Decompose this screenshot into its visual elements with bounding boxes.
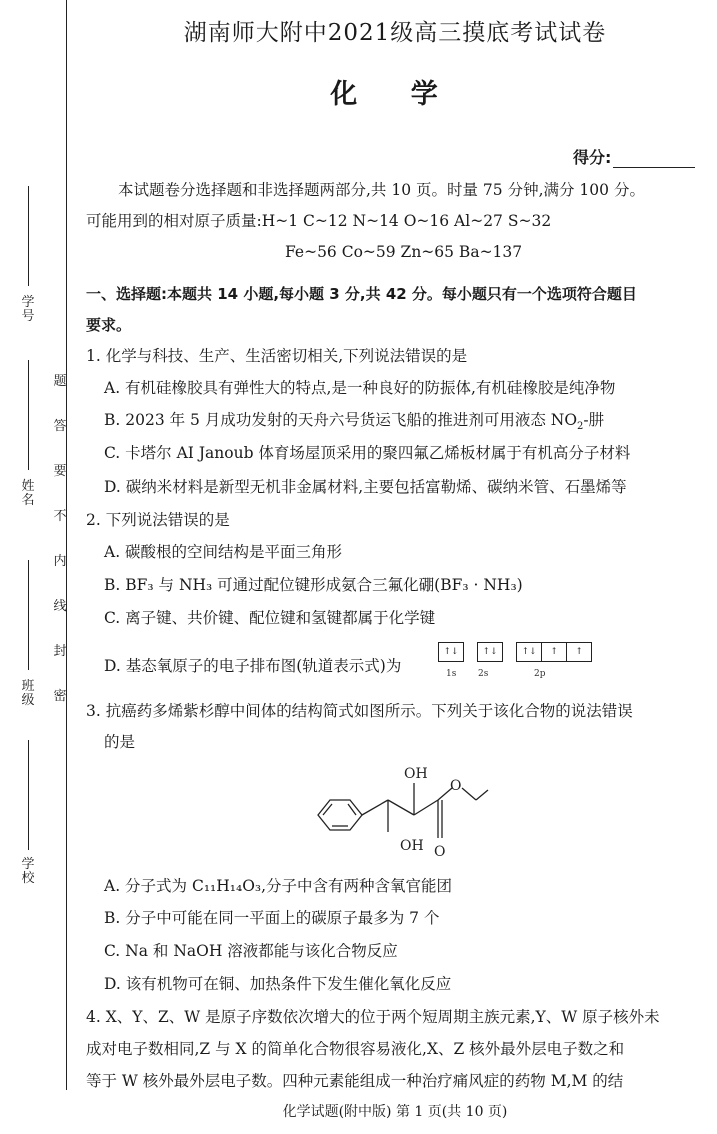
binding-line [66,0,67,1090]
orbital-label-1s: 1s [446,669,457,679]
intro-line-2: 可能用到的相对原子质量:H~1 C~12 N~14 O~16 Al~27 S~32 [86,212,552,230]
score-label: 得分: [573,148,612,167]
q3-stem-b: 的是 [104,733,136,751]
label-oh-top: OH [404,766,428,782]
q2-option-d: D. 基态氧原子的电子排布图(轨道表示式)为 [104,657,402,675]
margin-name-line [28,360,29,470]
seal-char-7: 封 [53,644,67,659]
margin-student-no-line [28,186,29,286]
orbital-diagram [438,641,592,662]
q3-option-c: C. Na 和 NaOH 溶液都能与该化合物反应 [104,942,398,960]
intro-line-1: 本试题卷分选择题和非选择题两部分,共 10 页。时量 75 分钟,满分 100 分。 [118,181,645,199]
seal-char-8: 密 [53,689,67,704]
seal-char-5: 内 [53,554,67,569]
q1-option-d: D. 碳纳米材料是新型无机非金属材料,主要包括富勒烯、碳纳米管、石墨烯等 [104,478,627,496]
label-oh-bottom: OH [400,838,424,854]
margin-school-label: 学 校 [21,857,35,886]
page-footer: 化学试题(附中版) 第 1 页(共 10 页) [282,1104,508,1120]
intro-line-3: Fe~56 Co~59 Zn~65 Ba~137 [285,243,523,261]
margin-name-label: 姓 名 [21,479,35,508]
margin-student-no-label: 学 号 [21,295,35,324]
seal-char-3: 要 [53,464,67,479]
label-ester-o: O [450,778,462,794]
margin-class-label: 班 级 [21,679,35,708]
score-blank [613,153,695,168]
q3-option-a: A. 分子式为 C₁₁H₁₄O₃,分子中含有两种含氧官能团 [104,877,453,895]
seal-char-6: 线 [53,599,67,614]
label-carbonyl-o: O [434,844,446,860]
q4-line-1: 4. X、Y、Z、W 是原子序数依次增大的位于两个短周期主族元素,Y、W 原子核外未 [86,1008,660,1026]
q4-line-3: 等于 W 核外最外层电子数。四种元素能组成一种治疗痛风症的药物 M,M 的结 [86,1072,624,1090]
q2-option-b: B. BF₃ 与 NH₃ 可通过配位键形成氨合三氟化硼(BF₃ · NH₃) [104,576,523,594]
orbital-1s: ↑↓ [438,642,464,662]
seal-char-1: 题 [53,374,67,389]
q3-option-b: B. 分子中可能在同一平面上的碳原子最多为 7 个 [104,909,440,927]
q2-stem: 2. 下列说法错误的是 [86,511,230,529]
orbital-2p-3: ↑ [567,642,592,662]
score-field [573,145,695,168]
q2-option-a: A. 碳酸根的空间结构是平面三角形 [104,543,343,561]
subject-title: 化 学 [330,79,460,110]
q4-line-2: 成对电子数相同,Z 与 X 的简单化合物很容易液化,X、Z 核外最外层电子数之和 [86,1040,625,1058]
q1-stem: 1. 化学与科技、生产、生活密切相关,下列说法错误的是 [86,347,468,365]
orbital-label-2p: 2p [534,669,546,679]
exam-title: 湖南师大附中2021级高三摸底考试试卷 [183,20,607,46]
seal-char-4: 不 [53,509,67,524]
q1-option-c: C. 卡塔尔 AI Janoub 体育场屋顶采用的聚四氟乙烯板材属于有机高分子材料 [104,444,631,462]
q3-stem-a: 3. 抗癌药多烯紫杉醇中间体的结构简式如图所示。下列关于该化合物的说法错误 [86,702,633,720]
q1-option-b: B. 2023 年 5 月成功发射的天舟六号货运飞船的推进剂可用液态 $NO_2-$肼 [104,411,605,433]
orbital-2s: ↑↓ [477,642,503,662]
margin-school-line [28,740,29,850]
q2-option-c: C. 离子键、共价键、配位键和氢键都属于化学键 [104,609,436,627]
orbital-2p-2: ↑ [542,642,567,662]
margin-class-line [28,560,29,670]
orbital-2p-1: ↑↓ [516,642,542,662]
section-heading-a: 一、选择题:本题共 14 小题,每小题 3 分,共 42 分。每小题只有一个选项符合题目 [86,285,637,303]
section-heading-b: 要求。 [86,316,132,334]
seal-char-2: 答 [53,419,67,434]
structure-diagram [310,760,510,860]
q1-option-a: A. 有机硅橡胶具有弹性大的特点,是一种良好的防振体,有机硅橡胶是纯净物 [104,379,616,397]
q3-option-d: D. 该有机物可在铜、加热条件下发生催化氧化反应 [104,975,452,993]
orbital-label-2s: 2s [478,669,489,679]
